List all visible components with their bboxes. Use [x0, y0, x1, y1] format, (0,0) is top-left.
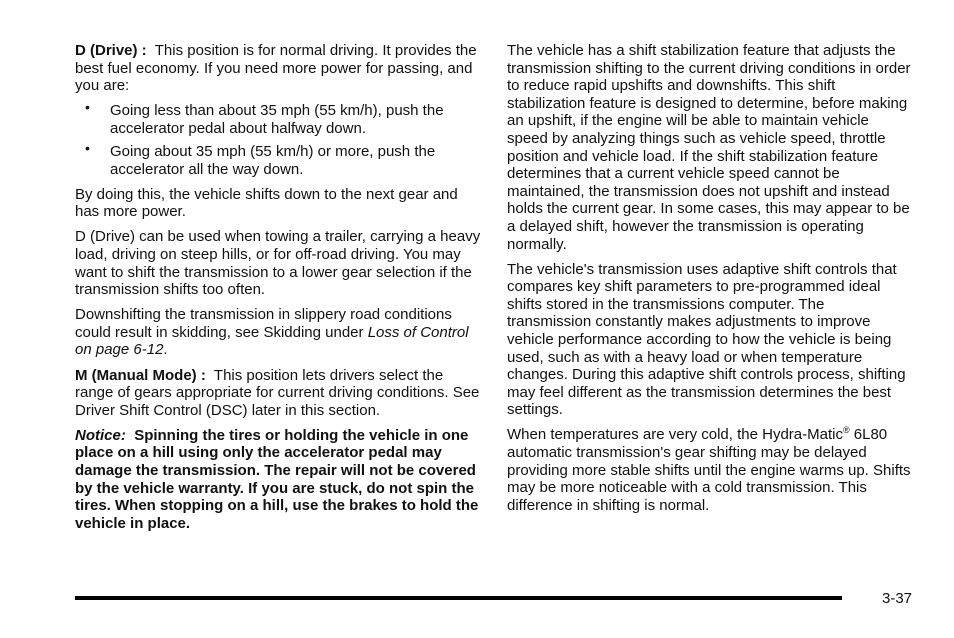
towing-paragraph: D (Drive) can be used when towing a trailer, carrying a heavy load, driving on steep hills, or for off-road driving. You may want to shift the transmission to a lower gear selection if the transmission shifts too often. [75, 228, 481, 299]
slippery-paragraph [75, 306, 483, 359]
page-number: 3-37 [882, 590, 913, 607]
drive-text: This position is for normal driving. It provides the best fuel economy. If you need more power for passing, and you are: [75, 42, 477, 95]
registered-mark: ® [842, 425, 850, 436]
right-column [507, 42, 911, 522]
notice-paragraph [75, 427, 483, 533]
list-item [75, 99, 483, 137]
list-item [75, 140, 483, 179]
bullet-text: Going less than about 35 mph (55 km/h), push the accelerator pedal about halfway down. [110, 102, 444, 137]
drive-paragraph [75, 42, 483, 95]
footer-rule [75, 596, 842, 600]
manual-mode-paragraph [75, 367, 483, 420]
bullet-icon: • [85, 140, 90, 157]
cross-reference: Loss of Control on page 6-12 [75, 323, 469, 359]
manual-mode-text: This position lets drivers select the range of gears appropriate for current driving conditions. See Driver Shift Control (DSC) later in this section. [75, 366, 480, 419]
bullet-text: Going about 35 mph (55 km/h) or more, push the accelerator all the way down. [110, 143, 436, 179]
cold-text-rest: 6L80 automatic transmission's gear shifting may be delayed providing more stable shifts until the engine warms up. Shifts may be more noticeable with a cold transmission. This difference in shifting is normal. [507, 426, 911, 514]
bullet-list [75, 99, 483, 179]
bullet-icon: • [85, 99, 90, 116]
drive-label: D (Drive) : [75, 42, 147, 59]
notice-text: Spinning the tires or holding the vehicle in one place on a hill using only the accelerator pedal may damage the transmission. The repair will not be covered by the vehicle warranty. If you are stuck, do not spin the tires. When stopping on a hill, use the brakes to hold the vehicle in place. [75, 426, 479, 532]
period: . [163, 341, 168, 359]
manual-mode-label: M (Manual Mode) : [75, 366, 206, 384]
left-column [75, 42, 483, 540]
notice-label: Notice: [75, 426, 126, 444]
cold-temperature-paragraph [507, 426, 911, 514]
shift-stabilization-paragraph: The vehicle has a shift stabilization feature that adjusts the transmission shifting to the current driving conditions in order to reduce rapid upshifts and downshifts. This shift stabilization feature is designed to determine, before making an upshift, if the engine will be able to maintain vehicle speed by analyzing things such as vehicle speed, throttle position and vehicle load. If the shift stabilization feature determines that a current vehicle speed cannot be maintained, the transmission does not upshift and instead holds the current gear. In some cases, this may appear to be a delayed shift, however the transmission is operating normally. [507, 42, 911, 253]
slippery-text: Downshifting the transmission in slippery road conditions could result in skidding, see Skidding under [75, 306, 452, 341]
adaptive-shift-paragraph: The vehicle's transmission uses adaptive shift controls that compares key shift parameters to pre-programmed ideal shifts stored in the transmissions computer. The transmission constantly makes adjustments to improve vehicle performance according to how the vehicle is being used, such as with a heavy load or when temperature changes. During this adaptive shift controls process, shifting may feel different as the transmission determines the best settings. [507, 260, 906, 419]
downshift-paragraph: By doing this, the vehicle shifts down to the next gear and has more power. [75, 185, 458, 221]
cold-text-start: When temperatures are very cold, the Hydra-Matic [507, 426, 843, 444]
